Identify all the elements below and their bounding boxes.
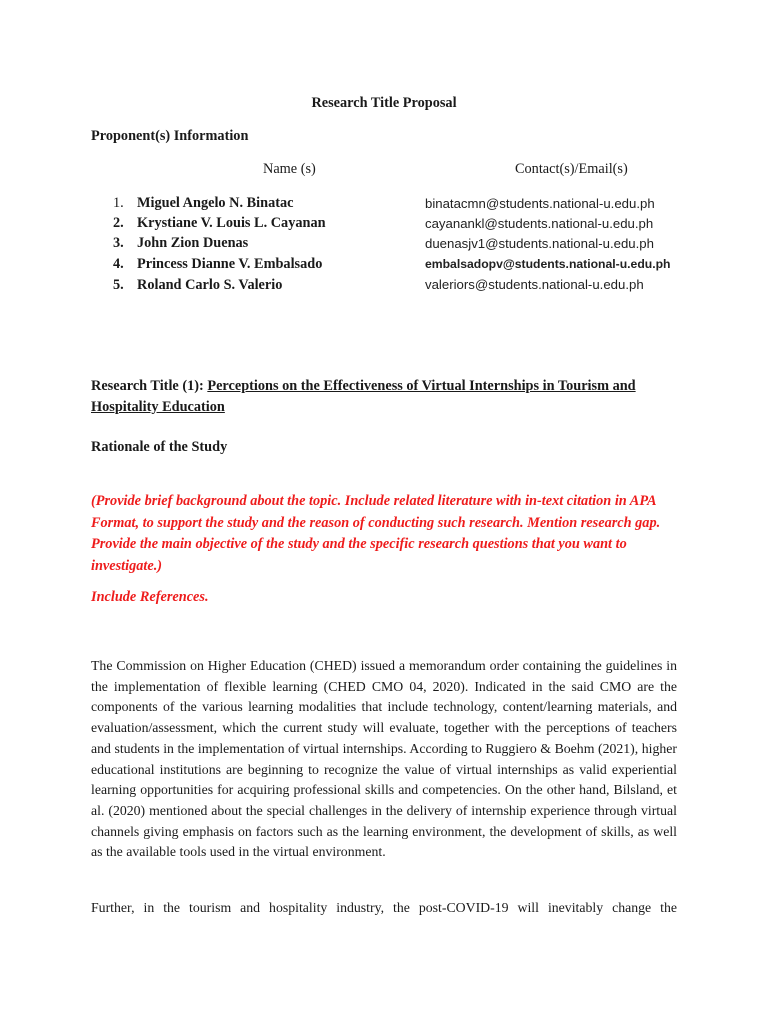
body-paragraph: The Commission on Higher Education (CHED) issued a memorandum order containing the guidelines in the implementation of flexible learning (CHED CMO 04, 2020). Indicated in the said CMO are the components of the various learning modalities that include technology, content/learning materials, and evaluation/assessment, which the current study will evaluate, together with the perceptions of teachers and students in the implementation of virtual internships. According to Ruggiero & Boehm (2021), higher educational institutions are beginning to recognize the value of virtual internships as valid experiential learning opportunities for acquiring professional skills and competencies. On the other hand, Bilsland, et al. (2020) mentioned about the special challenges in the delivery of internship experience through virtual channels giving emphasis on factors such as the learning environment, the development of skills, as well as the available tools used in the virtual environment. bbox=[91, 658, 677, 860]
name-column-header: Name (s) bbox=[263, 161, 316, 177]
member-name: Miguel Angelo N. Binatac bbox=[137, 195, 294, 211]
member-number: 2. bbox=[113, 215, 124, 231]
member-email: cayanankl@students.national-u.edu.ph bbox=[425, 216, 654, 231]
member-number: 3. bbox=[113, 235, 124, 251]
instruction-text: (Provide brief background about the topic. Include related literature with in-text citation in APA Format, to support the study and the reason of conducting such research. Mention research gap. Provide the main objective of the study and the specific research questions that you want to investigate.) bbox=[91, 493, 661, 574]
research-title: Perceptions on the Effectiveness of Virtual Internships in Tourism and Hospitality Education bbox=[91, 378, 636, 415]
research-title-label: Research Title (1): bbox=[91, 378, 208, 394]
member-number: 5. bbox=[113, 277, 124, 293]
member-name: Princess Dianne V. Embalsado bbox=[137, 256, 323, 272]
rationale-heading: Rationale of the Study bbox=[91, 439, 228, 455]
document-title: Research Title Proposal bbox=[311, 95, 457, 111]
member-name: Krystiane V. Louis L. Cayanan bbox=[137, 215, 326, 231]
member-number: 4. bbox=[113, 256, 124, 272]
member-email: valeriors@students.national-u.edu.ph bbox=[425, 277, 644, 292]
include-references-text: Include References. bbox=[91, 589, 209, 605]
body-paragraph: Further, in the tourism and hospitality industry, the post-COVID-19 will inevitably change the bbox=[91, 900, 677, 915]
member-email: duenasjv1@students.national-u.edu.ph bbox=[425, 236, 654, 251]
member-row bbox=[113, 195, 423, 212]
member-row bbox=[113, 215, 423, 232]
proponents-heading: Proponent(s) Information bbox=[91, 128, 249, 144]
member-name: John Zion Duenas bbox=[137, 235, 249, 251]
member-name: Roland Carlo S. Valerio bbox=[137, 277, 283, 293]
member-row bbox=[113, 235, 423, 252]
member-number: 1. bbox=[113, 195, 124, 211]
member-row bbox=[113, 277, 423, 294]
member-email: embalsadopv@students.national-u.edu.ph bbox=[425, 257, 671, 271]
contact-column-header: Contact(s)/Email(s) bbox=[515, 161, 628, 177]
member-email: binatacmn@students.national-u.edu.ph bbox=[425, 196, 655, 211]
member-row bbox=[113, 256, 423, 273]
research-title-block bbox=[91, 376, 681, 418]
